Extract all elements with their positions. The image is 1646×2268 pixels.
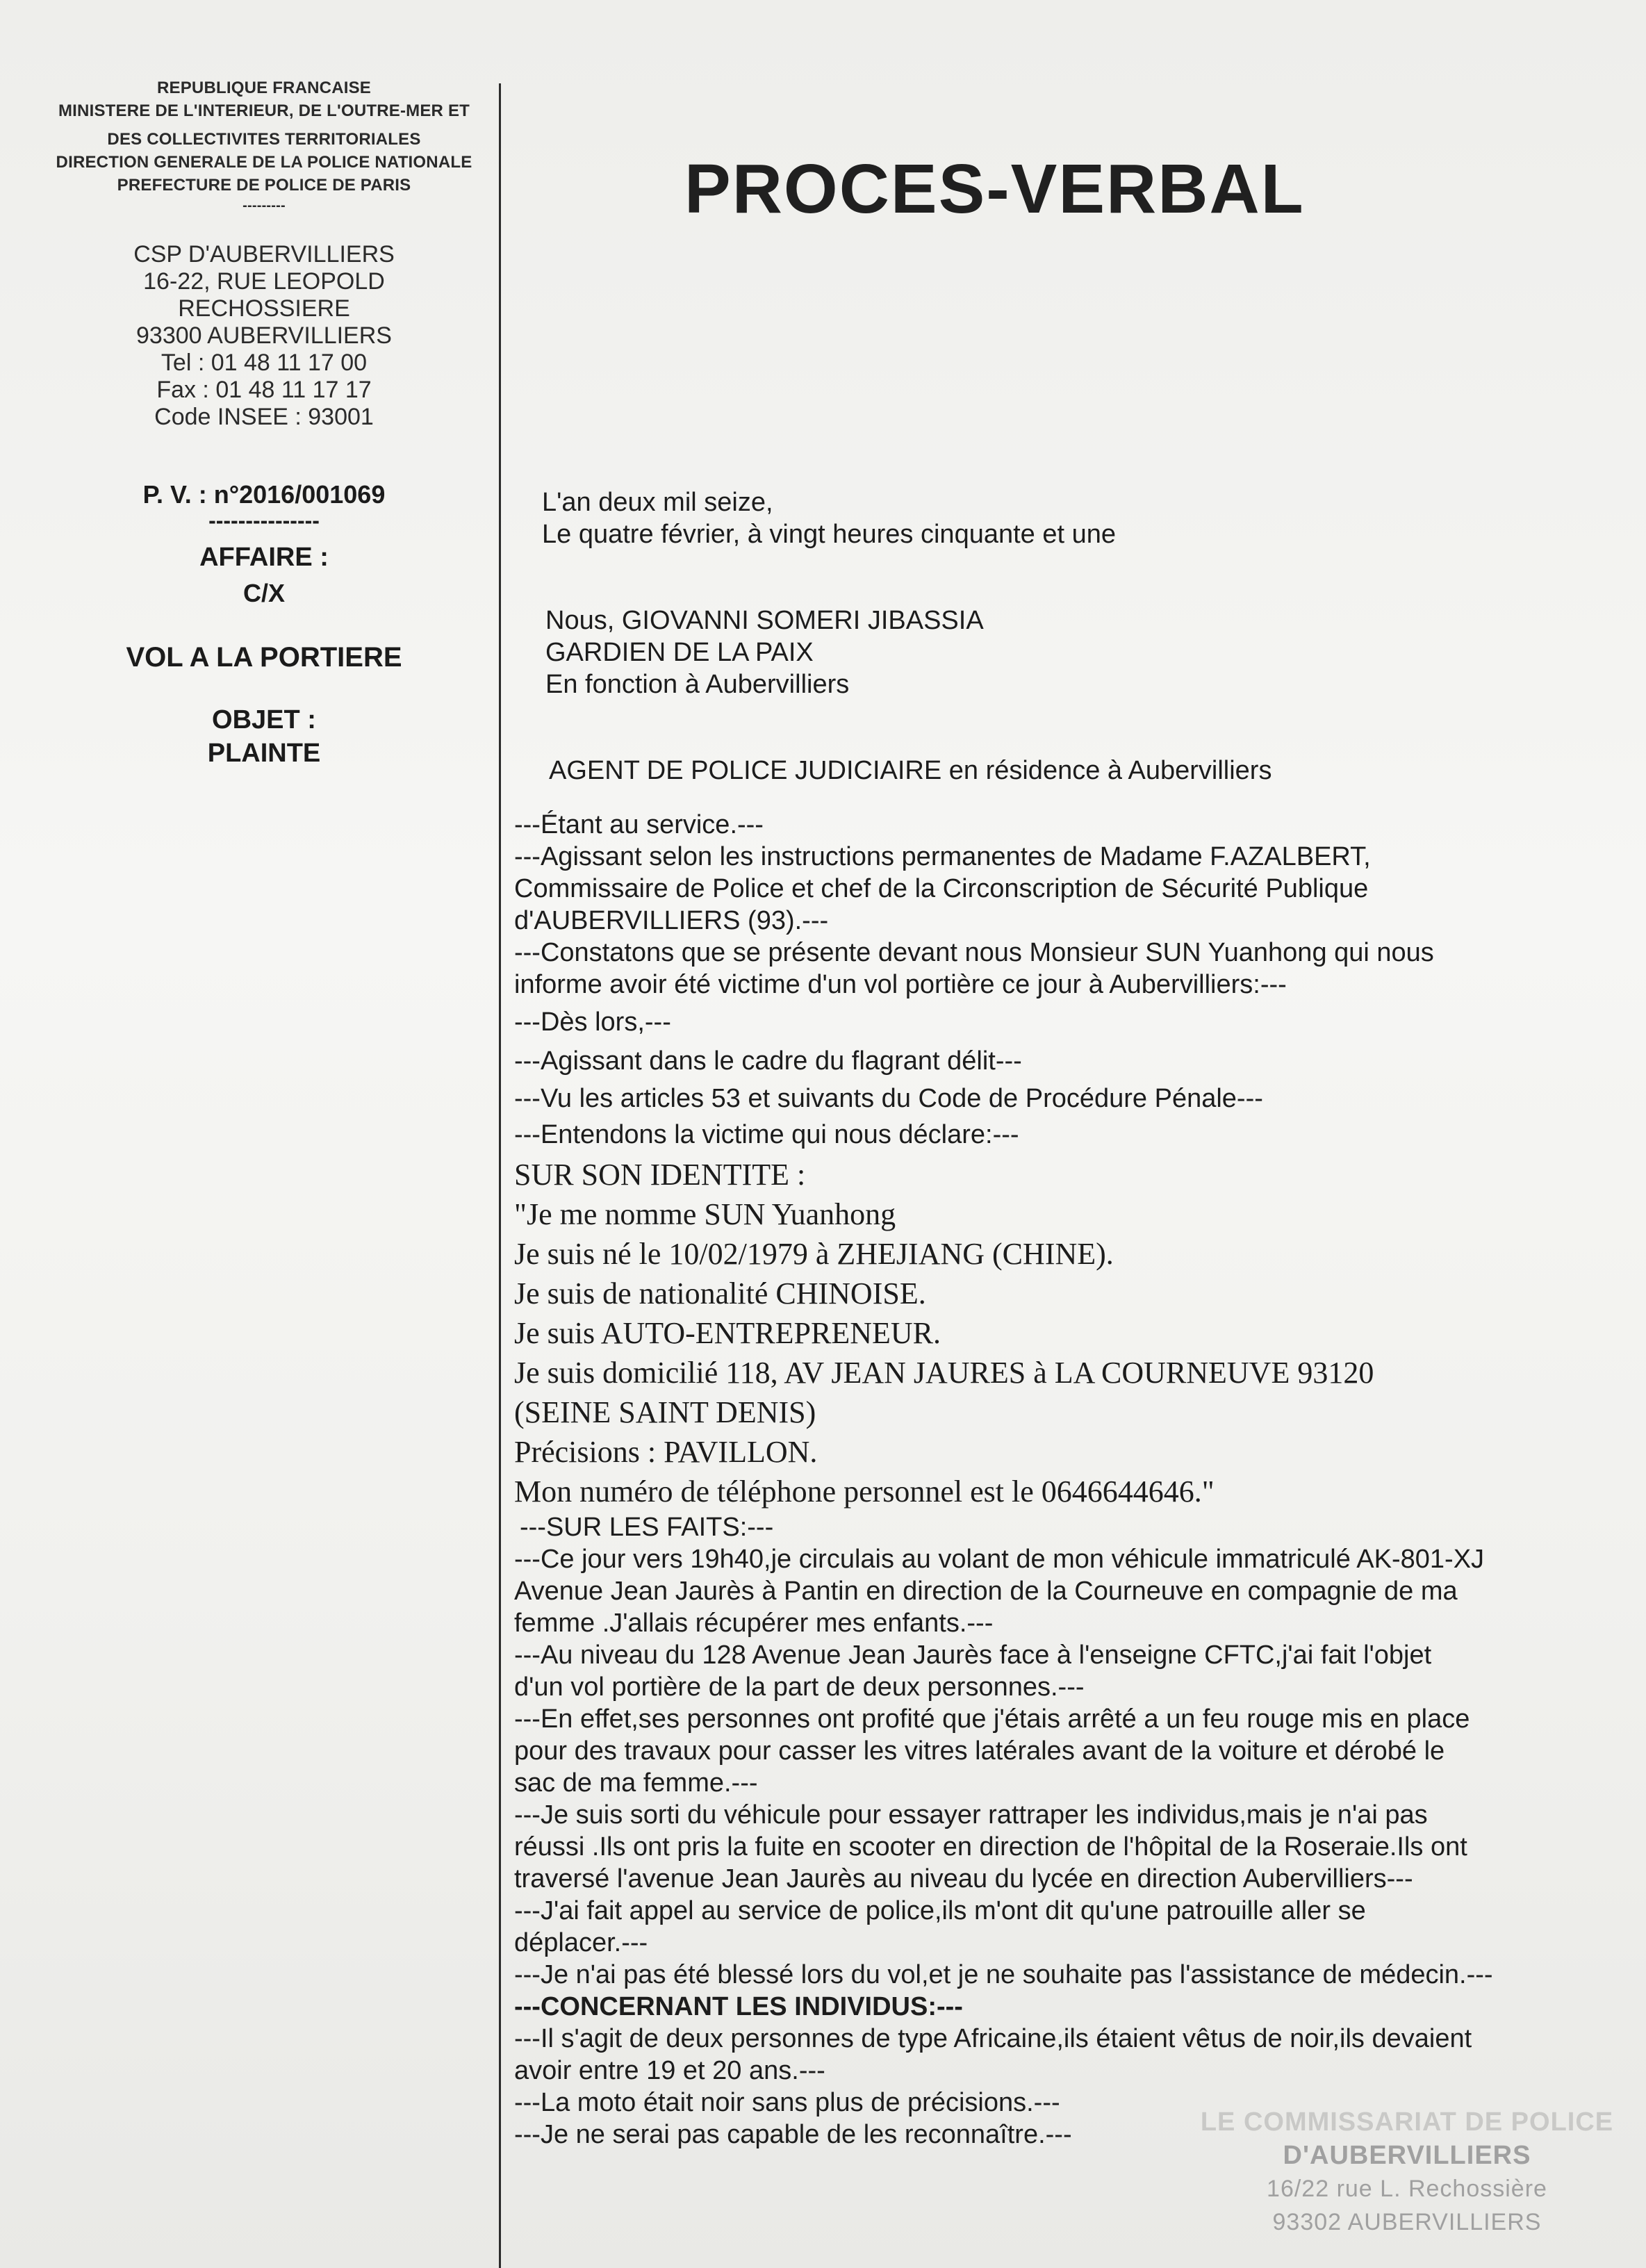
officer-line: Nous, GIOVANNI SOMERI JIBASSIA (545, 606, 984, 635)
case-type: VOL A LA PORTIERE (126, 642, 402, 673)
office-line: CSP D'AUBERVILLIERS (133, 241, 395, 268)
office-line: 93300 AUBERVILLIERS (136, 322, 392, 349)
office-line: Tel : 01 48 11 17 00 (161, 350, 368, 376)
individuals-heading: ---CONCERNANT LES INDIVIDUS:--- (514, 1992, 963, 2021)
officer-line: En fonction à Aubervilliers (545, 670, 850, 699)
identity-line: Mon numéro de téléphone personnel est le 0646644646." (514, 1474, 1215, 1509)
individuals-line: ---La moto était noir sans plus de précisions.--- (514, 2088, 1060, 2117)
officer-block (545, 605, 1626, 700)
page-title: PROCES-VERBAL (684, 150, 1305, 228)
facts-line: traversé l'avenue Jean Jaurès au niveau du lycée en direction Aubervilliers--- (514, 1864, 1413, 1893)
identity-line: SUR SON IDENTITE : (514, 1158, 806, 1192)
office-line: Code INSEE : 93001 (154, 404, 374, 430)
admin-separator: --------- (242, 198, 286, 213)
facts-line: ---Au niveau du 128 Avenue Jean Jaurès face à l'enseigne CFTC,j'ai fait l'objet (514, 1641, 1432, 1670)
administration-block (28, 76, 500, 215)
preamble-line: informe avoir été victime d'un vol portière ce jour à Aubervilliers:--- (514, 970, 1287, 999)
stamp-line: LE COMMISSARIAT DE POLICE (1200, 2107, 1614, 2137)
pv-number: P. V. : n°2016/001069 (142, 480, 386, 509)
preamble-line: ---Agissant selon les instructions permanentes de Madame F.AZALBERT, (514, 842, 1371, 871)
police-stamp (1181, 2105, 1633, 2239)
facts-line: sac de ma femme.--- (514, 1768, 758, 1798)
date-line: L'an deux mil seize, (542, 488, 773, 517)
facts-line: d'un vol portière de la part de deux personnes.--- (514, 1673, 1085, 1702)
affaire-value: C/X (242, 579, 285, 607)
facts-block (514, 1543, 1626, 1991)
header-column (28, 76, 500, 770)
stamp-line: 93302 AUBERVILLIERS (1272, 2209, 1542, 2235)
facts-line: réussi .Ils ont pris la fuite en scooter en direction de l'hôpital de la Roseraie.Ils ont (514, 1832, 1467, 1862)
affaire-label: AFFAIRE : (199, 543, 329, 572)
facts-heading: ---SUR LES FAITS:--- (520, 1513, 774, 1542)
office-address (28, 241, 500, 431)
facts-line: ---Je n'ai pas été blessé lors du vol,et je ne souhaite pas l'assistance de médecin.--- (514, 1960, 1493, 1989)
preamble-line: ---Constatons que se présente devant nous Monsieur SUN Yuanhong qui nous (514, 938, 1434, 967)
admin-line: DES COLLECTIVITES TERRITORIALES (107, 130, 421, 149)
preamble-line: ---Vu les articles 53 et suivants du Code de Procédure Pénale--- (514, 1084, 1263, 1113)
admin-line: PREFECTURE DE POLICE DE PARIS (117, 176, 411, 195)
stamp-line: D'AUBERVILLIERS (1283, 2141, 1531, 2170)
facts-line: ---J'ai fait appel au service de police,ils m'ont dit qu'une patrouille aller se (514, 1896, 1366, 1925)
facts-line: ---En effet,ses personnes ont profité que j'étais arrêté a un feu rouge mis en place (514, 1704, 1470, 1734)
facts-line: Avenue Jean Jaurès à Pantin en direction de la Courneuve en compagnie de ma (514, 1577, 1458, 1606)
facts-line: pour des travaux pour casser les vitres latérales avant de la voiture et dérobé le (514, 1736, 1445, 1766)
objet-value: PLAINTE (207, 739, 321, 768)
facts-line: ---Ce jour vers 19h40,je circulais au volant de mon véhicule immatriculé AK-801-XJ (514, 1545, 1485, 1574)
preamble-line: d'AUBERVILLIERS (93).--- (514, 906, 829, 935)
stamp-line: 16/22 rue L. Rechossière (1267, 2176, 1547, 2202)
officer-line: GARDIEN DE LA PAIX (545, 638, 814, 667)
facts-line: déplacer.--- (514, 1928, 648, 1957)
date-block (542, 486, 1626, 550)
objet-label: OBJET : (212, 705, 316, 734)
preamble-line: ---Dès lors,--- (514, 1008, 671, 1037)
pv-separator: --------------- (208, 508, 320, 533)
facts-line: ---Je suis sorti du véhicule pour essayer rattraper les individus,mais je n'ai pas (514, 1800, 1428, 1830)
preamble-line: Commissaire de Police et chef de la Circonscription de Sécurité Publique (514, 874, 1369, 903)
office-line: 16-22, RUE LEOPOLD (143, 268, 385, 295)
preamble-block (514, 809, 1626, 1151)
identity-line: Je suis AUTO-ENTREPRENEUR. (514, 1316, 941, 1350)
preamble-line: ---Étant au service.--- (514, 810, 764, 839)
identity-line: Je suis né le 10/02/1979 à ZHEJIANG (CHINE). (514, 1237, 1114, 1271)
individuals-line: ---Il s'agit de deux personnes de type Africaine,ils étaient vêtus de noir,ils devaient (514, 2024, 1472, 2053)
office-line: RECHOSSIERE (178, 295, 350, 322)
facts-line: femme .J'allais récupérer mes enfants.--- (514, 1609, 994, 1638)
column-divider (499, 83, 501, 2268)
identity-line: Je suis de nationalité CHINOISE. (514, 1276, 926, 1310)
identity-line: "Je me nomme SUN Yuanhong (514, 1197, 896, 1231)
officer-role: AGENT DE POLICE JUDICIAIRE en résidence à Aubervilliers (549, 756, 1272, 785)
preamble-line: ---Agissant dans le cadre du flagrant délit--- (514, 1046, 1022, 1076)
identity-line: Précisions : PAVILLON. (514, 1435, 818, 1469)
office-line: Fax : 01 48 11 17 17 (156, 377, 372, 403)
report-body (514, 486, 1626, 2151)
date-line: Le quatre février, à vingt heures cinquante et une (542, 520, 1116, 549)
admin-line: DIRECTION GENERALE DE LA POLICE NATIONALE (56, 153, 472, 172)
individuals-line: avoir entre 19 et 20 ans.--- (514, 2056, 825, 2085)
preamble-line: ---Entendons la victime qui nous déclare:--- (514, 1120, 1019, 1149)
identity-block (514, 1155, 1626, 1511)
admin-line: REPUBLIQUE FRANCAISE (156, 79, 372, 97)
individuals-line: ---Je ne serai pas capable de les reconnaître.--- (514, 2120, 1072, 2149)
identity-line: Je suis domicilié 118, AV JEAN JAURES à LA COURNEUVE 93120 (514, 1356, 1374, 1390)
admin-line: MINISTERE DE L'INTERIEUR, DE L'OUTRE-MER ET (58, 101, 470, 120)
identity-line: (SEINE SAINT DENIS) (514, 1395, 816, 1429)
